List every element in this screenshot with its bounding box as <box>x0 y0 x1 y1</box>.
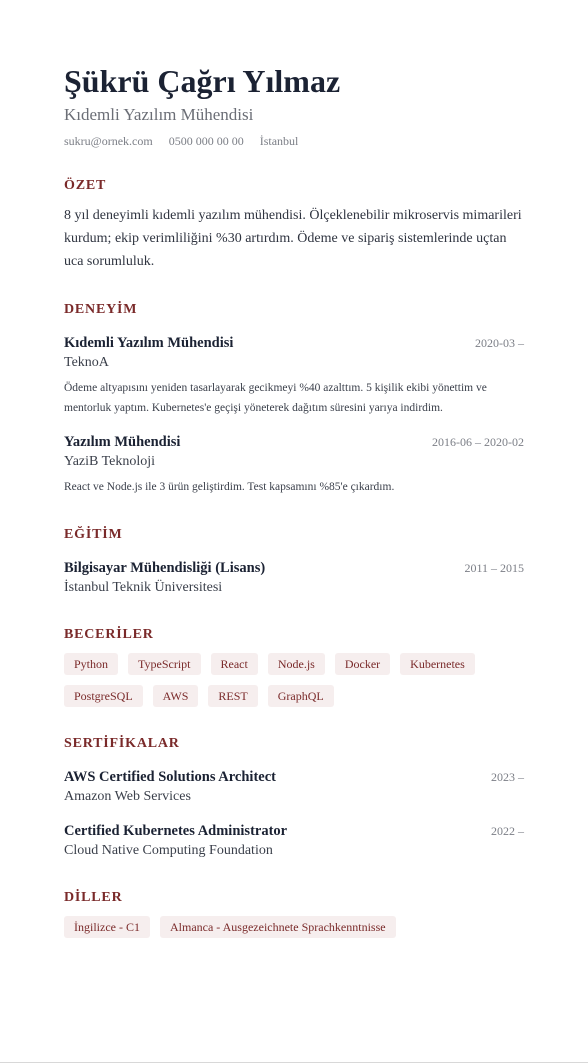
summary-section <box>64 177 524 273</box>
section-heading-certifications: SERTİFİKALAR <box>64 735 180 751</box>
contact-phone[interactable]: 0500 000 00 00 <box>168 134 244 148</box>
section-heading-languages: DİLLER <box>64 889 123 905</box>
education-section <box>64 526 524 598</box>
job-description: Ödeme altyapısını yeniden tasarlayarak gecikmeyi %40 azalttım. 5 kişilik ekibi yönettim ve mentorluk yaptım. Kubernetes'e geçişi yöneterek dağıtım süresini yarıya indirdim. <box>64 382 487 414</box>
job-title: Yazılım Mühendisi <box>64 434 181 450</box>
skill-chip: Docker <box>335 653 390 675</box>
job-description: React ve Node.js ile 3 ürün geliştirdim. Test kapsamını %85'e çıkardım. <box>64 481 395 493</box>
certification-date: 2022 – <box>491 823 524 838</box>
contact-email[interactable]: sukru@ornek.com <box>64 134 153 148</box>
skill-chip: Python <box>64 653 118 675</box>
job-title: Kıdemli Yazılım Mühendisi <box>64 335 234 351</box>
experience-entry <box>64 432 524 498</box>
skill-chip: GraphQL <box>268 685 334 707</box>
certification-name: AWS Certified Solutions Architect <box>64 768 276 785</box>
skills-section <box>64 626 524 707</box>
job-date: 2016-06 – 2020-02 <box>432 435 524 449</box>
skill-chip: AWS <box>153 685 199 707</box>
language-chip: Almanca - Ausgezeichnete Sprachkenntnisse <box>160 916 396 938</box>
experience-section <box>64 301 524 498</box>
job-company: YaziB Teknoloji <box>64 454 156 469</box>
education-date: 2011 – 2015 <box>464 560 524 575</box>
entry-header <box>64 333 524 353</box>
skill-chip: Node.js <box>268 653 325 675</box>
summary-text: 8 yıl deneyimli kıdemli yazılım mühendisi. Ölçeklenebilir mikroservis mimarileri kurdum; ekip verimliliğini %30 artırdım. Ödeme ve sipariş sistemlerinde uçtan uca sorumluluk. <box>64 208 522 269</box>
certification-date: 2023 – <box>491 769 524 784</box>
experience-entry <box>64 333 524 418</box>
certification-name: Certified Kubernetes Administrator <box>64 822 288 839</box>
entry-header <box>64 432 524 452</box>
contact-row <box>64 133 524 149</box>
section-heading-education: EĞİTİM <box>64 526 123 542</box>
certification-entry <box>64 821 524 861</box>
skills-list <box>64 653 524 707</box>
certification-issuer: Cloud Native Computing Foundation <box>64 842 273 858</box>
skill-chip: Kubernetes <box>400 653 475 675</box>
job-company: TeknoA <box>64 355 109 370</box>
candidate-name: Şükrü Çağrı Yılmaz <box>64 63 341 99</box>
languages-list <box>64 916 524 938</box>
entry-header <box>64 558 524 578</box>
degree-title: Bilgisayar Mühendisliği (Lisans) <box>64 559 266 576</box>
languages-section <box>64 889 524 938</box>
education-entry <box>64 558 524 598</box>
section-heading-skills: BECERİLER <box>64 626 154 642</box>
candidate-title: Kıdemli Yazılım Mühendisi <box>64 105 254 124</box>
entry-header <box>64 767 524 787</box>
certification-entry <box>64 767 524 807</box>
language-chip: İngilizce - C1 <box>64 916 150 938</box>
section-heading-experience: DENEYİM <box>64 302 138 317</box>
certifications-section <box>64 735 524 861</box>
section-heading-summary: ÖZET <box>64 178 107 193</box>
entry-header <box>64 821 524 841</box>
skill-chip: React <box>211 653 258 675</box>
skill-chip: REST <box>208 685 257 707</box>
contact-city: İstanbul <box>259 134 299 148</box>
skill-chip: TypeScript <box>128 653 200 675</box>
school-name: İstanbul Teknik Üniversitesi <box>64 579 223 595</box>
job-date: 2020-03 – <box>475 336 524 350</box>
certification-issuer: Amazon Web Services <box>64 788 191 804</box>
skill-chip: PostgreSQL <box>64 685 143 707</box>
